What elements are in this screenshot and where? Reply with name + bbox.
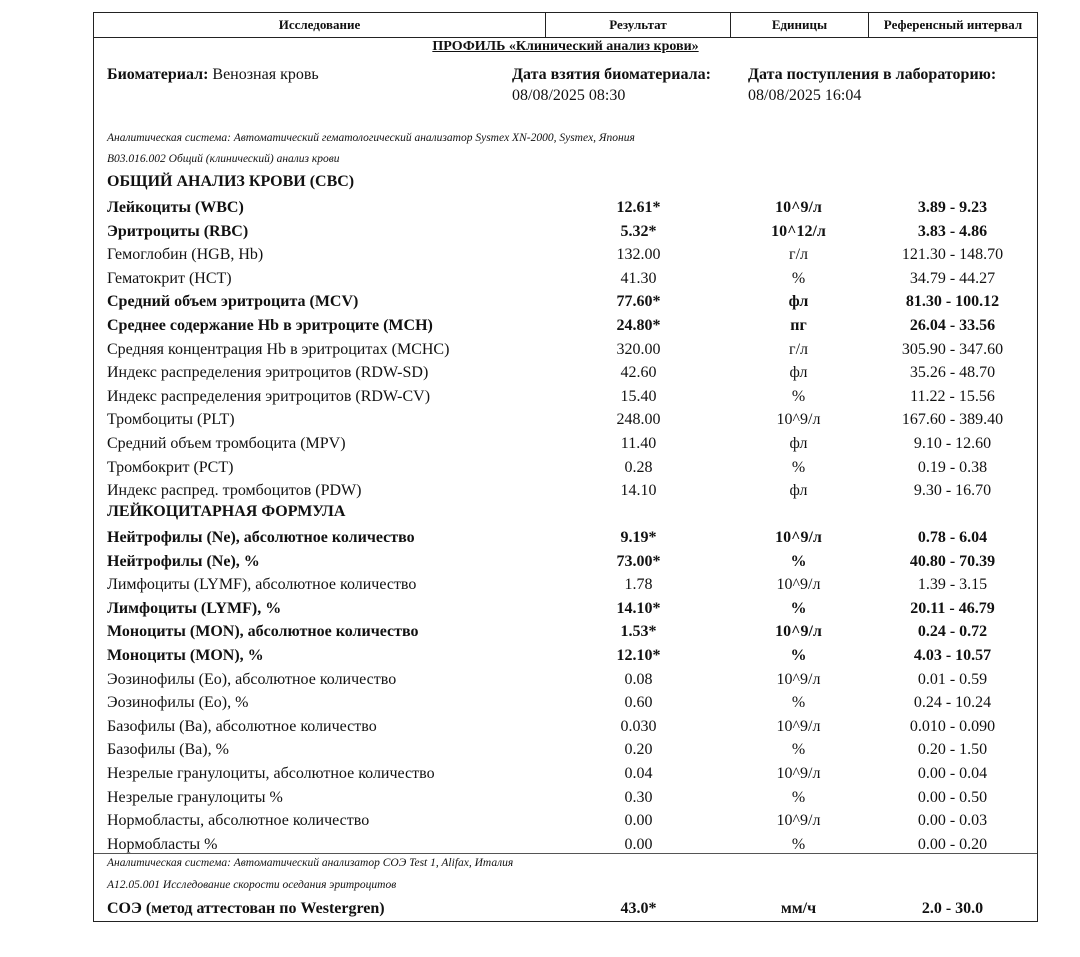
table-row [94, 668, 1037, 692]
test-name: Базофилы (Ba), абсолютное количество [107, 717, 377, 735]
test-result: 11.40 [620, 435, 657, 452]
test-reference: 0.20 - 1.50 [917, 741, 988, 759]
test-unit: 10^9/л [776, 812, 821, 830]
test-reference: 3.83 - 4.86 [917, 222, 988, 240]
test-reference: 2.0 - 30.0 [921, 900, 984, 917]
test-unit: 10^9/л [776, 765, 821, 782]
test-unit: г/л [789, 246, 808, 264]
test-name: Лимфоциты (LYMF), % [107, 599, 282, 617]
test-result: 41.30 [620, 269, 657, 287]
test-reference: 34.79 - 44.27 [909, 269, 996, 287]
test-unit: % [791, 835, 806, 853]
test-result: 12.61* [616, 199, 661, 216]
test-unit: 10^9/л [776, 717, 821, 735]
test-reference: 0.78 - 6.04 [917, 529, 988, 546]
biomaterial [107, 66, 319, 84]
test-unit: % [791, 269, 806, 287]
test-name: Индекс распред. тромбоцитов (PDW) [107, 482, 362, 500]
table-row [94, 715, 1037, 739]
test-result: 42.60 [620, 364, 657, 382]
analyzer-note: Аналитическая система: Автоматический гематологический анализатор Sysmex XN-2000, Sysmex, Япония [107, 132, 635, 144]
test-name: Моноциты (MON), абсолютное количество [107, 623, 419, 641]
test-reference: 11.22 - 15.56 [910, 387, 995, 405]
test-result: 9.19* [620, 529, 657, 546]
test-result: 320.00 [616, 340, 661, 358]
test-result: 0.20 [624, 741, 653, 759]
table-row [94, 573, 1037, 597]
test-result: 0.00 [624, 812, 653, 830]
header-units: Единицы [731, 13, 869, 37]
section-diff-title: ЛЕЙКОЦИТАРНАЯ ФОРМУЛА [107, 503, 346, 520]
test-unit: 10^12/л [771, 222, 826, 240]
test-name: Лейкоциты (WBC) [107, 199, 244, 216]
test-reference: 167.60 - 389.40 [901, 411, 1004, 429]
table-row [94, 597, 1037, 621]
test-name: Нормобласты % [107, 835, 218, 853]
test-result: 14.10* [616, 599, 661, 617]
test-unit: % [791, 458, 806, 476]
test-unit: % [791, 788, 806, 806]
table-row [94, 361, 1037, 385]
table-row [94, 738, 1037, 762]
table-row [94, 220, 1037, 244]
test-unit: % [791, 694, 806, 712]
test-result: 15.40 [620, 387, 657, 405]
test-name: Нормобласты, абсолютное количество [107, 812, 370, 830]
table-row [94, 644, 1037, 668]
test-result: 43.0* [620, 900, 657, 917]
test-unit: фл [788, 293, 809, 311]
test-unit: 10^9/л [775, 199, 822, 216]
test-result: 1.53* [620, 623, 657, 641]
test-result: 0.04 [624, 765, 653, 782]
header-result: Результат [546, 13, 731, 37]
test-reference: 121.30 - 148.70 [901, 246, 1004, 264]
table-row [94, 479, 1037, 503]
test-reference: 0.24 - 0.72 [917, 623, 988, 641]
table-row [94, 432, 1037, 456]
test-unit: 10^9/л [776, 411, 821, 429]
test-name: Эозинофилы (Eo), абсолютное количество [107, 670, 397, 688]
test-name: Среднее содержание Hb в эритроците (MCH) [107, 317, 433, 334]
test-reference: 20.11 - 46.79 [910, 599, 995, 617]
test-result: 0.00 [624, 835, 653, 853]
test-reference: 4.03 - 10.57 [913, 647, 992, 664]
test-reference: 3.89 - 9.23 [917, 199, 988, 216]
test-result: 14.10 [620, 482, 657, 500]
test-unit: % [791, 741, 806, 759]
test-reference: 81.30 - 100.12 [905, 293, 1000, 311]
table-row [94, 762, 1037, 786]
test-name: Незрелые гранулоциты % [107, 788, 283, 806]
table-row [94, 456, 1037, 480]
test-reference: 0.01 - 0.59 [917, 670, 988, 688]
test-name: Тромбокрит (PCT) [107, 458, 234, 476]
test-unit: % [790, 647, 807, 664]
test-name: Незрелые гранулоциты, абсолютное количество [107, 765, 435, 782]
test-unit: % [790, 599, 807, 617]
test-unit: фл [789, 364, 808, 382]
table-row [94, 620, 1037, 644]
test-unit: фл [789, 435, 808, 452]
test-name: Нейтрофилы (Ne), % [107, 552, 260, 570]
test-result: 0.28 [624, 458, 653, 476]
test-unit: фл [789, 482, 808, 500]
header-reference: Референсный интервал [883, 17, 1023, 32]
test-name: Базофилы (Ba), % [107, 741, 229, 759]
test-unit: г/л [789, 340, 808, 358]
test-reference: 0.19 - 0.38 [917, 458, 988, 476]
biomaterial-value: Венозная кровь [212, 66, 319, 83]
table-row [94, 550, 1037, 574]
test-name: Индекс распределения эритроцитов (RDW-SD) [107, 364, 429, 382]
table-row [94, 243, 1037, 267]
test-reference: 40.80 - 70.39 [909, 552, 996, 570]
test-reference: 0.00 - 0.20 [917, 835, 988, 853]
table-row [94, 290, 1037, 314]
test-name: СОЭ (метод аттестован по Westergren) [107, 900, 385, 917]
test-code-note: B03.016.002 Общий (клинический) анализ крови [107, 153, 340, 165]
test-name: Гематокрит (HCT) [107, 269, 232, 287]
test-result: 0.60 [624, 694, 653, 712]
test-unit: 10^9/л [776, 576, 821, 594]
test-reference: 1.39 - 3.15 [917, 576, 988, 594]
test-result: 5.32* [620, 222, 657, 240]
collection-date-value: 08/08/2025 08:30 [512, 87, 626, 104]
test-result: 77.60* [616, 293, 661, 311]
table-header [94, 12, 1037, 38]
test-reference: 26.04 - 33.56 [909, 317, 996, 334]
table-row [94, 526, 1037, 550]
test-unit: % [790, 552, 807, 570]
section-cbc-title: ОБЩИЙ АНАЛИЗ КРОВИ (CBC) [107, 173, 355, 190]
table-row [94, 809, 1037, 833]
test-unit: 10^9/л [775, 623, 822, 641]
test-result: 0.030 [620, 717, 657, 735]
test-name: Средний объем тромбоцита (MPV) [107, 435, 346, 452]
test-reference: 9.10 - 12.60 [913, 435, 992, 452]
table-row [94, 196, 1037, 220]
table-row [94, 338, 1037, 362]
test-unit: 10^9/л [775, 529, 822, 546]
header-test: Исследование [94, 13, 546, 37]
test-reference: 305.90 - 347.60 [901, 340, 1004, 358]
test-result: 132.00 [616, 246, 661, 264]
test-result: 1.78 [624, 576, 653, 594]
received-date-value: 08/08/2025 16:04 [748, 87, 862, 104]
test-name: Нейтрофилы (Ne), абсолютное количество [107, 529, 415, 546]
test-result: 0.30 [624, 788, 653, 806]
lab-report [93, 12, 1038, 922]
test-result: 12.10* [616, 647, 661, 664]
test-name: Средний объем эритроцита (MCV) [107, 293, 359, 311]
test-name: Тромбоциты (PLT) [107, 411, 235, 429]
test-reference: 9.30 - 16.70 [913, 482, 992, 500]
table-row [94, 786, 1037, 810]
test-reference: 0.00 - 0.50 [917, 788, 988, 806]
test-result: 0.08 [624, 670, 653, 688]
table-row [94, 691, 1037, 715]
divider [94, 853, 1037, 854]
table-row [94, 385, 1037, 409]
esr-analyzer-note: Аналитическая система: Автоматический анализатор СОЭ Test 1, Alifax, Италия [107, 857, 514, 869]
test-name: Эозинофилы (Eo), % [107, 694, 249, 712]
test-unit: % [791, 387, 806, 405]
test-unit: мм/ч [780, 900, 817, 917]
collection-date-label: Дата взятия биоматериала: [512, 66, 711, 83]
table-row [94, 267, 1037, 291]
received-date-label: Дата поступления в лабораторию: [748, 66, 997, 83]
test-reference: 35.26 - 48.70 [909, 364, 996, 382]
test-reference: 0.00 - 0.04 [917, 765, 988, 782]
test-name: Индекс распределения эритроцитов (RDW-CV) [107, 387, 431, 405]
test-reference: 0.00 - 0.03 [917, 812, 988, 830]
test-unit: 10^9/л [776, 670, 821, 688]
esr-test-code-note: A12.05.001 Исследование скорости оседания эритроцитов [107, 879, 397, 891]
test-reference: 0.010 - 0.090 [909, 717, 996, 735]
profile-title: ПРОФИЛЬ «Клинический анализ крови» [432, 39, 699, 54]
test-name: Лимфоциты (LYMF), абсолютное количество [107, 576, 417, 594]
biomaterial-label: Биоматериал: [107, 66, 209, 83]
table-row [94, 408, 1037, 432]
test-result: 73.00* [616, 552, 661, 570]
esr-row [94, 897, 1037, 921]
test-name: Моноциты (MON), % [107, 647, 264, 664]
test-name: Гемоглобин (HGB, Hb) [107, 246, 264, 264]
test-unit: пг [790, 317, 807, 334]
test-reference: 0.24 - 10.24 [913, 694, 992, 712]
test-name: Эритроциты (RBC) [107, 222, 249, 240]
test-name: Средняя концентрация Hb в эритроцитах (MCHC) [107, 340, 450, 358]
test-result: 24.80* [616, 317, 661, 334]
table-row [94, 314, 1037, 338]
test-result: 248.00 [616, 411, 661, 429]
